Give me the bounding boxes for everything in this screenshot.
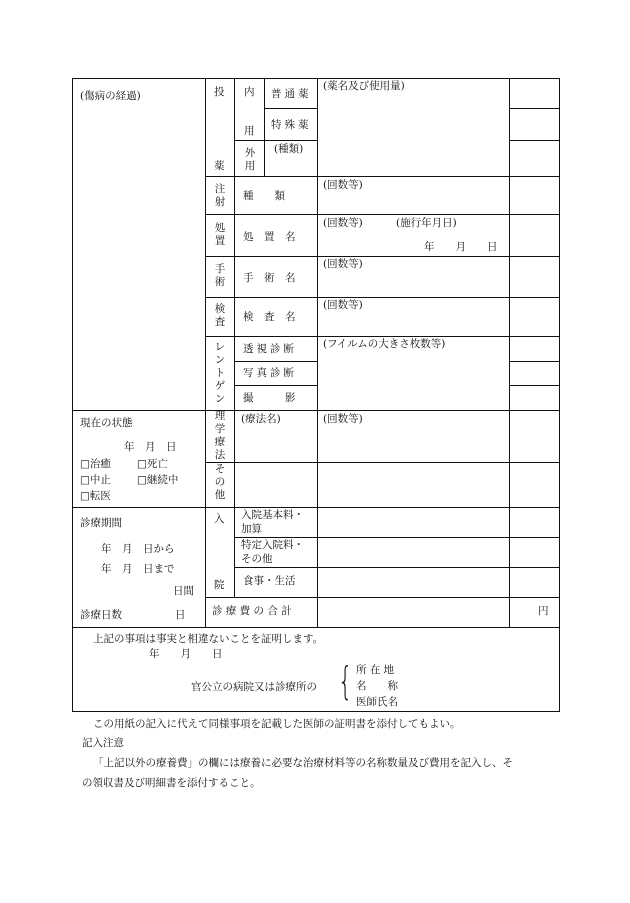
total-label: 診 療 費 の 合 計 [212, 605, 292, 617]
yen-unit: 円 [538, 605, 549, 617]
issuer-label: 官公立の病院又は診療所の [191, 681, 317, 693]
note-line2: 「上記以外の療養費」の欄には療養に必要な治療材料等の名称数量及び費用を記入し、そ [93, 757, 513, 769]
note-heading: 記入注意 [82, 737, 124, 749]
fluoro-label: 透視診断 [243, 343, 297, 355]
injection-count-label: (回数等) [323, 179, 363, 191]
special-hosp-line1: 特定入院料・ [241, 539, 304, 551]
internal-top-char: 内 [244, 86, 255, 98]
film-label: (フイルムの大きさ枚数等) [323, 338, 446, 350]
checkbox-stopped[interactable]: □中止 [80, 474, 111, 486]
medicine-bottom-char: 薬 [214, 160, 225, 172]
checkbox-continuing[interactable]: □継続中 [137, 474, 179, 486]
checkbox-healed[interactable]: □治癒 [80, 458, 111, 470]
exam-count-label: (回数等) [323, 299, 363, 311]
exam-label: 検 査 [214, 303, 226, 328]
note-line1: この用紙の記入に代えて同様事項を記載した医師の証明書を添付してもよい。 [93, 718, 461, 730]
current-state-label: 現在の状態 [80, 417, 133, 429]
impl-date-label: (施行年月日) [396, 217, 457, 229]
kind-label: 種 類 [243, 190, 285, 202]
current-state-date: 年 月 日 [124, 441, 177, 453]
hospital-bottom-char: 院 [214, 579, 225, 591]
meals-label: 食事・生活 [243, 575, 296, 587]
general-drug-label: 普通薬 [271, 88, 312, 100]
shoot-label: 撮 影 [243, 392, 296, 404]
checkbox-died[interactable]: □死亡 [137, 458, 168, 470]
period-days-suffix: 日間 [173, 585, 194, 597]
therapy-name-label: (療法名) [241, 413, 281, 425]
brace-symbol: { [338, 659, 353, 703]
hospital-top-char: 入 [214, 513, 225, 525]
treatment-label: 処 置 [214, 222, 226, 247]
note-line3: の領収書及び明細書を添付すること。 [82, 777, 261, 789]
injury-course-label: (傷病の経過) [80, 90, 141, 102]
physio-count-label: (回数等) [323, 413, 363, 425]
treatment-days-label: 診療日数 [80, 609, 122, 621]
checkbox-transfer[interactable]: □転医 [80, 490, 111, 502]
physio-label: 理 学 療 法 [214, 410, 226, 461]
medicine-top-char: 投 [214, 86, 225, 98]
treatment-count-label: (回数等) [323, 217, 363, 229]
impl-date-value: 年 月 日 [424, 241, 498, 253]
injection-label: 注 射 [214, 183, 226, 208]
surgery-name-label: 手 術 名 [243, 272, 296, 284]
special-drug-label: 特殊薬 [271, 119, 312, 131]
period-from: 年 月 日から [101, 543, 175, 555]
doctor-name-label: 医師氏名 [356, 696, 398, 708]
treatment-period-label: 診療期間 [80, 517, 122, 529]
exam-name-label: 検 査 名 [243, 311, 296, 323]
xray-label: レ ン ト ゲ ン [214, 341, 226, 405]
kind-paren-label: (種類) [274, 143, 304, 155]
hosp-basic-line2: 加算 [241, 523, 262, 535]
surgery-count-label: (回数等) [323, 258, 363, 270]
internal-bottom-char: 用 [244, 125, 255, 137]
surgery-label: 手 術 [214, 263, 226, 288]
treatment-days-unit: 日 [175, 609, 186, 621]
facility-name-label: 名 称 [356, 680, 398, 692]
treatment-name-label: 処 置 名 [243, 231, 296, 243]
address-label: 所 在 地 [356, 664, 395, 676]
certification-date: 年 月 日 [149, 648, 223, 660]
period-until: 年 月 日まで [101, 563, 175, 575]
special-hosp-line2: その他 [241, 553, 273, 565]
other-label: そ の 他 [214, 463, 226, 501]
hosp-basic-line1: 入院基本料・ [241, 509, 304, 521]
photo-label: 写真診断 [243, 367, 297, 379]
drug-name-label: (薬名及び使用量) [323, 80, 405, 92]
external-label: 外 用 [244, 147, 256, 172]
certification-statement: 上記の事項は事実と相違ないことを証明します。 [93, 633, 324, 645]
